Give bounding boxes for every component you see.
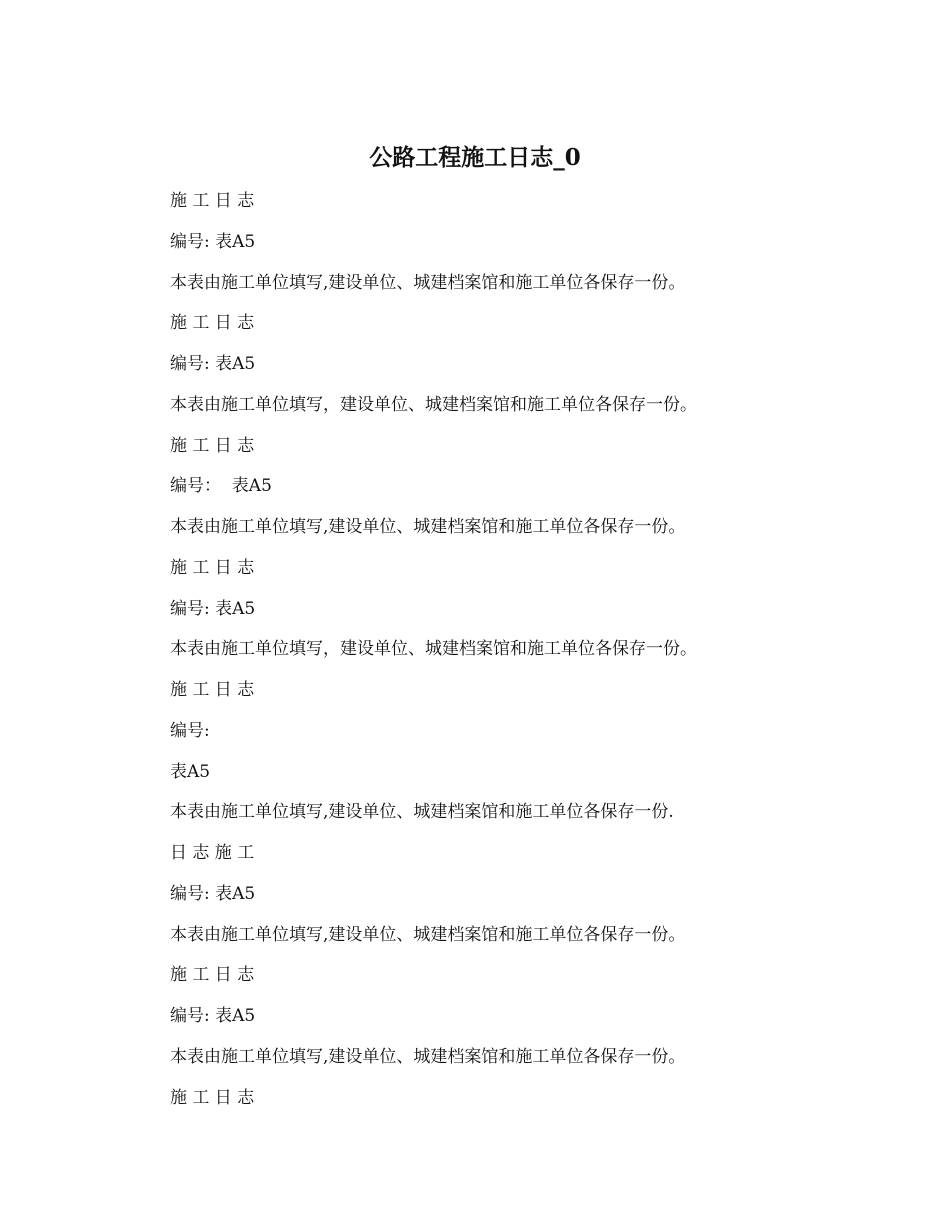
text-line: 施 工 日 志 [170,1087,255,1108]
text-line: 编号: 表A5 [170,1006,256,1026]
text-line: 编号: 表A5 [170,354,256,374]
text-line: 本表由施工单位填写,建设单位、城建档案馆和施工单位各保存一份。 [170,924,686,945]
text-line: 本表由施工单位填写,建设单位、城建档案馆和施工单位各保存一份。 [170,272,686,293]
text-line: 施 工 日 志 [170,191,255,211]
text-line: 本表由施工单位填写，建设单位、城建档案馆和施工单位各保存一份。 [170,639,697,660]
text-line: 编号: 表A5 [170,883,256,904]
text-line: 本表由施工单位填写,建设单位、城建档案馆和施工单位各保存一份. [170,802,674,823]
text-line: 施 工 日 志 [170,680,255,700]
text-line: 表A5 [170,761,211,782]
document-body [170,187,890,1124]
text-line: 本表由施工单位填写,建设单位、城建档案馆和施工单位各保存一份。 [170,1046,686,1067]
text-line: 本表由施工单位填写，建设单位、城建档案馆和施工单位各保存一份。 [170,394,697,415]
text-line: 编号: [170,720,210,741]
text-line: 日 志 施 工 [170,843,255,863]
text-line: 编号： 表A5 [170,476,272,497]
text-line: 编号: 表A5 [170,598,256,619]
document-title: 公路工程施工日志_0 [369,144,581,171]
text-line: 施 工 日 志 [170,435,255,456]
text-line: 施 工 日 志 [170,965,255,986]
text-line: 编号: 表A5 [170,231,256,252]
text-line: 施 工 日 志 [170,313,255,334]
text-line: 施 工 日 志 [170,557,255,578]
text-line: 本表由施工单位填写,建设单位、城建档案馆和施工单位各保存一份。 [170,517,686,537]
